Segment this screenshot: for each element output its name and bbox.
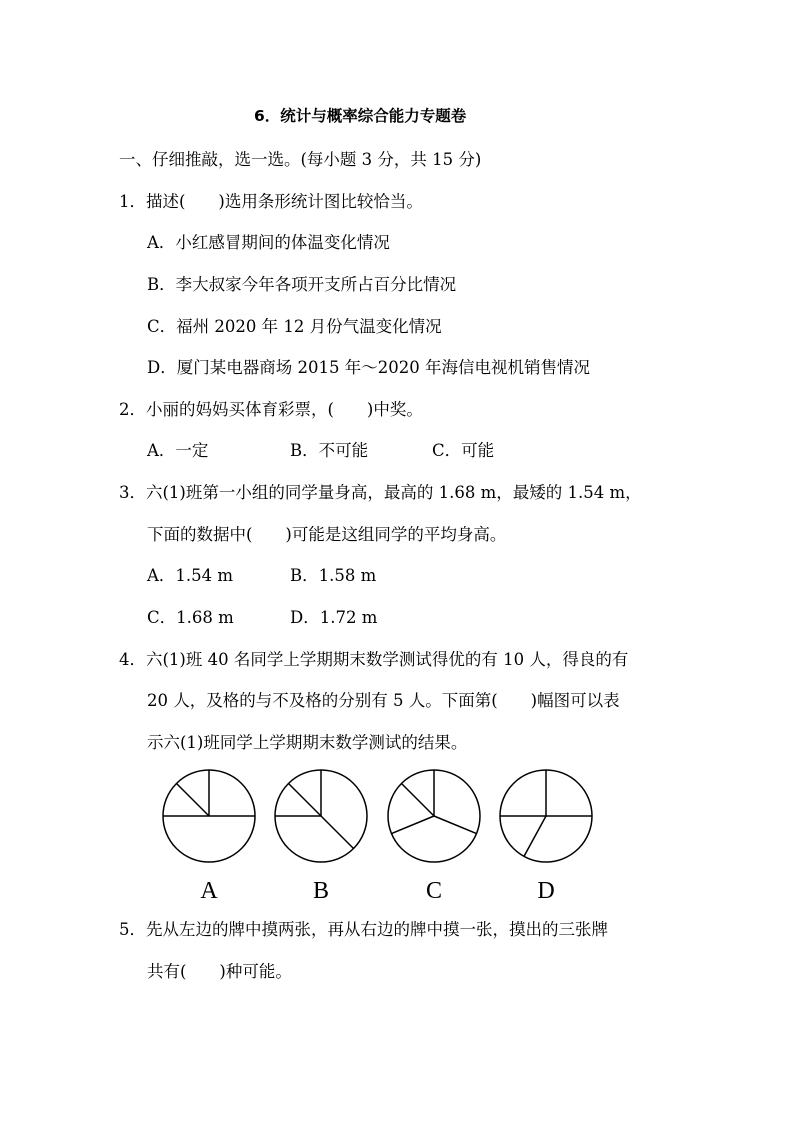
pie-d-radius xyxy=(524,816,546,856)
pie-options-figure xyxy=(0,760,794,910)
q3-option-a: A．1.54 m xyxy=(147,566,234,585)
q2-option-a: A．一定 xyxy=(147,441,209,460)
section-heading: 一、仔细推敲，选一选。(每小题 3 分，共 15 分) xyxy=(119,150,482,169)
question-3-line-2: 下面的数据中( )可能是这组同学的平均身高。 xyxy=(147,525,507,544)
q2-option-b: B．不可能 xyxy=(290,441,369,460)
pie-c-radius xyxy=(392,816,435,834)
pie-chart-b xyxy=(275,770,367,862)
question-2: 2．小丽的妈妈买体育彩票，( )中奖。 xyxy=(119,400,423,419)
question-4-line-3: 示六(1)班同学上学期期末数学测试的结果。 xyxy=(147,733,468,752)
pie-chart-a xyxy=(163,770,255,862)
question-1: 1．描述( )选用条形统计图比较恰当。 xyxy=(119,192,423,211)
pie-c-radius xyxy=(402,784,435,817)
question-4-line-2: 20 人，及格的与不及格的分别有 5 人。下面第( )幅图可以表 xyxy=(147,691,620,710)
pie-c-radius xyxy=(434,816,477,834)
pie-chart-c xyxy=(388,770,480,862)
q2-option-c: C．可能 xyxy=(432,441,495,460)
pie-a-radius xyxy=(177,784,210,817)
pie-label-d: D xyxy=(537,878,555,904)
question-5-line-2: 共有( )种可能。 xyxy=(147,962,292,981)
question-3-line-1: 3．六(1)班第一小组的同学量身高，最高的 1.68 m，最矮的 1.54 m， xyxy=(119,483,642,502)
q3-option-d: D．1.72 m xyxy=(290,608,378,627)
q3-option-b: B．1.58 m xyxy=(290,566,377,585)
q1-option-a: A．小红感冒期间的体温变化情况 xyxy=(147,233,390,252)
q1-option-b: B．李大叔家今年各项开支所占百分比情况 xyxy=(147,275,457,294)
pie-label-a: A xyxy=(200,878,218,904)
q1-option-c: C．福州 2020 年 12 月份气温变化情况 xyxy=(147,317,442,336)
pie-label-b: B xyxy=(312,878,330,904)
pie-b-radius xyxy=(321,816,354,849)
q1-option-d: D．厦门某电器商场 2015 年～2020 年海信电视机销售情况 xyxy=(147,358,590,377)
pie-label-c: C xyxy=(425,878,443,904)
q3-option-c: C．1.68 m xyxy=(147,608,234,627)
question-5-line-1: 5．先从左边的牌中摸两张，再从右边的牌中摸一张，摸出的三张牌 xyxy=(119,920,608,939)
page-title: 6．统计与概率综合能力专题卷 xyxy=(254,107,467,125)
pie-chart-d xyxy=(500,770,592,862)
pie-b-radius xyxy=(289,784,322,817)
question-4-line-1: 4．六(1)班 40 名同学上学期期末数学测试得优的有 10 人，得良的有 xyxy=(119,650,629,669)
